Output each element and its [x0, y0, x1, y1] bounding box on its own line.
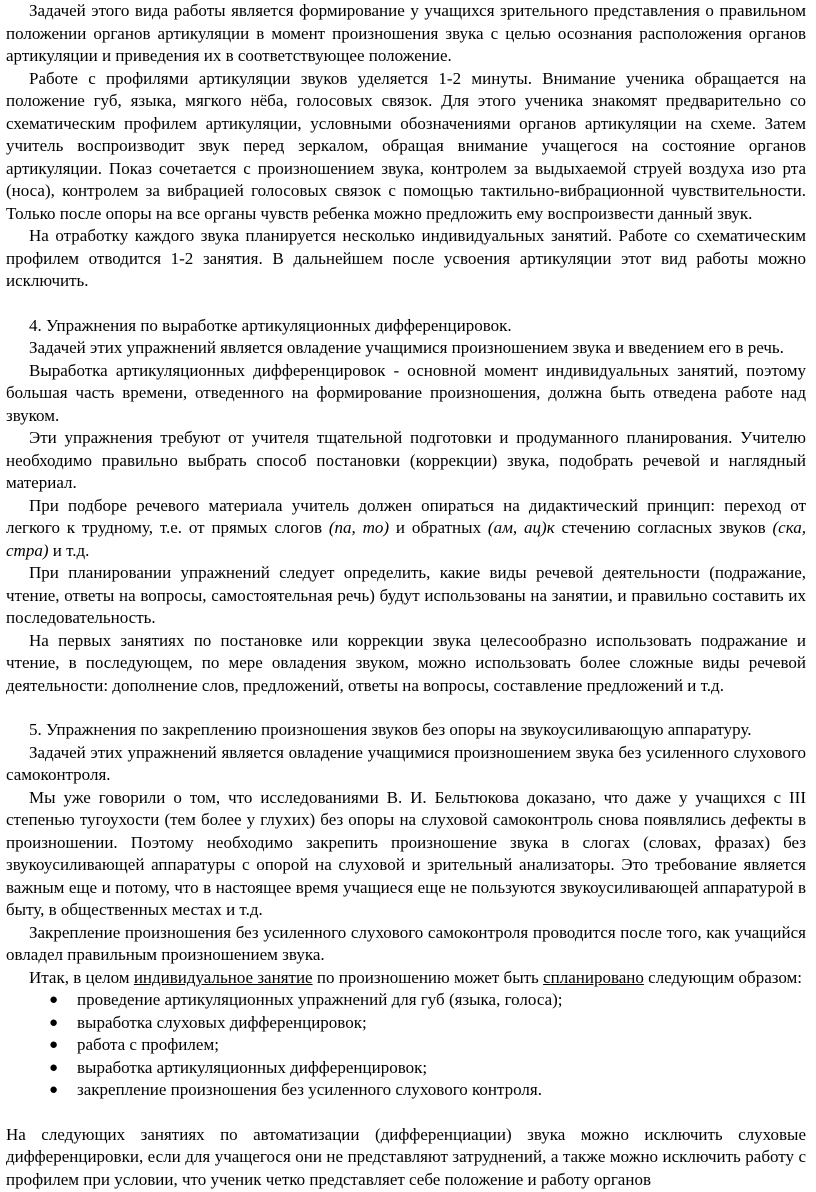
paragraph-11: Мы уже говорили о том, что исследованиями В. И. Бельтюкова доказано, что даже у учащихся с III степенью тугоухости (тем более у глухих) без опоры на слуховой самоконтроль снова появлялись дефекты в произношении. Поэтому необходимо закрепить произношение звука в слогах (словах, фразах) без звукоусиливающей аппаратуры с опорой на слуховой и зрительный анализаторы. Это требование является важным еще и потому, что в настоящее время учащиеся еще не пользуются звукоусиливающей аппаратурой в быту, в общественных местах и т.д.: [6, 787, 806, 919]
paragraph-7-text-3: стечению согласных звуков: [554, 518, 773, 537]
paragraph-13-text-3: следующим образом:: [643, 967, 803, 987]
paragraph-7-text-1: При подборе речевого материала учитель должен опираться на дидактический принцип: переход от легкого к трудному, т.е. от прямых слогов: [6, 495, 806, 537]
underlined-phrase-2: спланировано: [543, 967, 644, 987]
paragraph-6: Эти упражнения требуют от учителя тщательной подготовки и продуманного планирования. Учителю необходимо правильно выбрать способ постановки (коррекции) звука, подобрать речевой и наглядный материал.: [6, 428, 806, 492]
underlined-phrase-1: индивидуальное занятие: [133, 967, 313, 987]
plan-list: [6, 989, 806, 1102]
paragraph-7-italic-1: (па, то): [328, 518, 390, 537]
list-item: [6, 1057, 806, 1080]
spacer: [6, 697, 806, 719]
paragraph-2: Работе с профилями артикуляции звуков уделяется 1-2 минуты. Внимание ученика обращается на положение губ, языка, мягкого нёба, голосовых связок. Для этого ученика знакомят предварительно со схематическим профилем артикуляции, условными обозначениями органов артикуляции на схеме. Затем учитель воспроизводит звук перед зеркалом, обращая внимание учащегося на состояние органов артикуляции. Показ сочетается с произношением звука, контролем за выдыхаемой струей воздуха изо рта (носа), контролем за вибрацией голосовых связок с помощью тактильно-вибрационной чувствительности. Только после опоры на все органы чувств ребенка можно предложить ему воспроизвести данный звук.: [6, 68, 806, 223]
section-heading-5: 5. Упражнения по закреплению произношения звуков без опоры на звукоусиливающую аппаратуру.: [29, 720, 752, 739]
paragraph-5: Выработка артикуляционных дифференцировок - основной момент индивидуальных занятий, поэтому большая часть времени, отведенного на формирование произношения, должна быть отведена работе над звуком.: [6, 360, 806, 425]
list-item: [6, 989, 806, 1012]
list-item-text: проведение артикуляционных упражнений для губ (языка, голоса);: [77, 990, 563, 1009]
paragraph-12: Закрепление произношения без усиленного слухового самоконтроля проводится после того, как учащийся овладел правильным произношением звука.: [6, 922, 806, 964]
list-item: [6, 1012, 806, 1035]
bullet-icon: ●: [49, 1014, 59, 1031]
bullet-icon: ●: [49, 992, 59, 1008]
list-item-text: выработка артикуляционных дифференцировок;: [77, 1057, 428, 1077]
paragraph-13-text-1: Итак, в целом: [29, 967, 134, 987]
paragraph-3: На отработку каждого звука планируется несколько индивидуальных занятий. Работе со схематическим профилем отводится 1-2 занятия. В дальнейшем после усвоения артикуляции этот вид работы можно исключить.: [6, 226, 806, 290]
spacer: [6, 1102, 806, 1124]
list-item-text: закрепление произношения без усиленного слухового контроля.: [77, 1080, 542, 1100]
paragraph-7-text-2: и обратных: [389, 518, 488, 537]
document-page: [6, 0, 806, 1191]
paragraph-1: Задачей этого вида работы является формирование у учащихся зрительного представления о правильном положении органов артикуляции в момент произношения звука с целью осознания расположения органов артикуляции и приведения их в соответствующее положение.: [6, 1, 806, 65]
list-item-text: выработка слуховых дифференцировок;: [77, 1012, 367, 1032]
paragraph-7: [6, 495, 806, 563]
section-heading-4: 4. Упражнения по выработке артикуляционных дифференцировок.: [29, 315, 512, 335]
bullet-icon: ●: [49, 1059, 59, 1076]
paragraph-14: На следующих занятиях по автоматизации (дифференциации) звука можно исключить слуховые дифференцировки, если для учащегося они не представляют затруднений, а также можно исключить работу с профилем при условии, что ученик четко представляет себе положение и работу органов: [6, 1124, 806, 1189]
paragraph-7-italic-3: (ска, стра): [6, 518, 806, 560]
paragraph-9: На первых занятиях по постановке или коррекции звука целесообразно использовать подражание и чтение, в последующем, по мере овладения звуком, можно использовать более сложные виды речевой деятельности: дополнение слов, предложений, ответы на вопросы, составление предложений и т.д.: [6, 630, 806, 695]
paragraph-13: [6, 967, 806, 990]
paragraph-10: Задачей этих упражнений является овладение учащимися произношением звука без усиленного слухового самоконтроля.: [6, 742, 806, 784]
paragraph-8: При планировании упражнений следует определить, какие виды речевой деятельности (подражание, чтение, ответы на вопросы, самостоятельная речь) будут использованы на занятии, и правильно составить их последовательность.: [6, 563, 806, 627]
paragraph-13-text-2: по произношению может быть: [312, 967, 544, 987]
list-item: [6, 1079, 806, 1102]
bullet-icon: ●: [49, 1082, 59, 1099]
bullet-icon: ●: [49, 1037, 59, 1054]
paragraph-7-text-4: и т.д.: [48, 540, 90, 560]
paragraph-4: Задачей этих упражнений является овладение учащимися произношением звука и введением его в речь.: [29, 338, 784, 357]
paragraph-7-italic-2: (ам, ац)к: [487, 518, 555, 537]
list-item: [6, 1034, 806, 1057]
list-item-text: работа с профилем;: [77, 1035, 219, 1055]
spacer: [6, 293, 806, 315]
